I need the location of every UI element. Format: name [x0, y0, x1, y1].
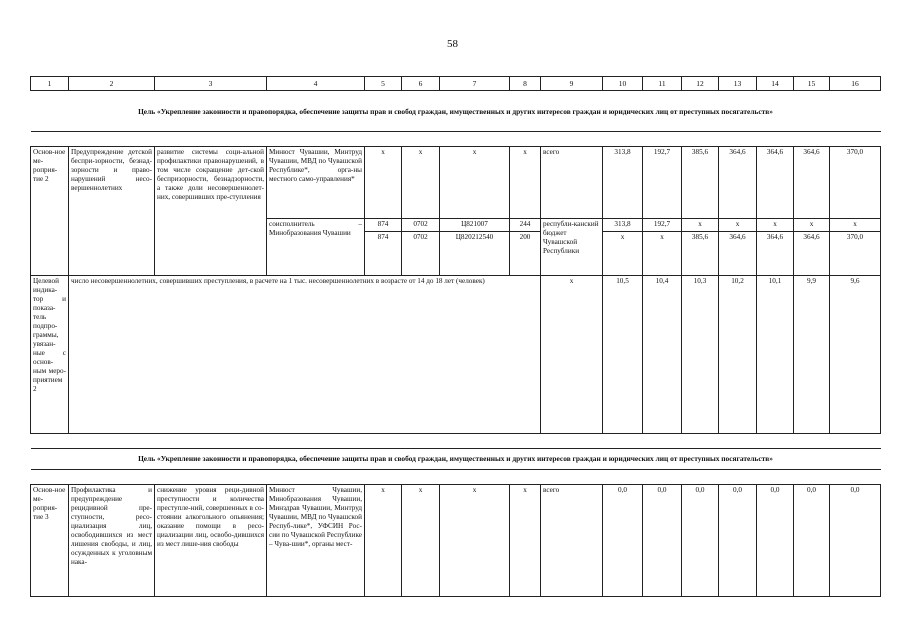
- header-cell: 7: [440, 77, 510, 91]
- table-cell: x: [510, 147, 541, 219]
- table-cell: 313,8: [603, 219, 643, 232]
- table-cell: x: [402, 147, 440, 219]
- table-cell: x: [757, 219, 794, 232]
- table-cell: x: [365, 484, 402, 596]
- header-cell: 15: [794, 77, 830, 91]
- table-cell: 0,0: [682, 484, 719, 596]
- header-cell: 8: [510, 77, 541, 91]
- table-cell: 10,5: [603, 276, 643, 434]
- header-cell: 6: [402, 77, 440, 91]
- table-cell: 364,6: [757, 232, 794, 276]
- responsible: Минюст Чувашии, Минобразования Чувашии, Минздрав Чувашии, Минтруд Чувашии, МВД по Чувашской Респуб-лике*, УФСИН Рос-сии по Чувашской Республике – Чува-шии*, органы мест-: [267, 484, 365, 596]
- header-cell: 10: [603, 77, 643, 91]
- funding-source: всего: [541, 484, 603, 596]
- spacer-row: [31, 469, 881, 484]
- table-cell: 874: [365, 219, 402, 232]
- header-cell: 3: [155, 77, 267, 91]
- header-cell: 12: [682, 77, 719, 91]
- event-label: Основ-ное ме-роприя-тие 3: [31, 484, 69, 596]
- table-cell: x: [440, 484, 510, 596]
- table-cell: 10,3: [682, 276, 719, 434]
- table-cell: 370,0: [830, 232, 881, 276]
- table-cell: 10,4: [643, 276, 682, 434]
- table-cell: 385,6: [682, 147, 719, 219]
- header-cell: 14: [757, 77, 794, 91]
- table-cell: 364,6: [757, 147, 794, 219]
- table-cell: 10,2: [719, 276, 757, 434]
- table-cell: x: [510, 484, 541, 596]
- page-number: 58: [447, 38, 458, 50]
- table-cell: 244: [510, 219, 541, 232]
- table-cell: 0,0: [603, 484, 643, 596]
- table-cell: 385,6: [682, 232, 719, 276]
- header-cell: 4: [267, 77, 365, 91]
- table-cell: 0,0: [830, 484, 881, 596]
- indicator-label: Целевой индика-тор и показа-тель подпро-граммы, увязан-ные с основ-ным меро-приятием 2: [31, 276, 69, 434]
- table-cell: x: [541, 276, 603, 434]
- table-cell: 0,0: [643, 484, 682, 596]
- table-cell: 192,7: [643, 219, 682, 232]
- event-title: Предупреждение детской беспри-зорности, безнад-зорности и право-нарушений несо-вершеннолетних: [69, 147, 155, 276]
- table-cell: x: [719, 219, 757, 232]
- table-cell: 0702: [402, 232, 440, 276]
- table-cell: Ц820212540: [440, 232, 510, 276]
- table-cell: 10,1: [757, 276, 794, 434]
- table-cell: 364,6: [719, 147, 757, 219]
- table-cell: 0702: [402, 219, 440, 232]
- table-cell: x: [402, 484, 440, 596]
- table-cell: x: [682, 219, 719, 232]
- header-cell: 13: [719, 77, 757, 91]
- table-row: [31, 147, 881, 219]
- spacer-row: [31, 434, 881, 449]
- indicator-text: число несовершеннолетних, совершивших преступления, в расчете на 1 тыс. несовершеннолетних в возрасте от 14 до 18 лет (человек): [69, 276, 541, 434]
- table-row: [31, 484, 881, 596]
- table-cell: 200: [510, 232, 541, 276]
- table-cell: 364,6: [719, 232, 757, 276]
- goal-row: [31, 449, 881, 469]
- header-cell: 11: [643, 77, 682, 91]
- header-row: [31, 77, 881, 91]
- funding-source: республи-канский бюджет Чувашской Республики: [541, 219, 603, 276]
- table-cell: x: [794, 219, 830, 232]
- table-cell: 313,8: [603, 147, 643, 219]
- goal-text: Цель «Укрепление законности и правопорядка, обеспечение защиты прав и свобод граждан, имущественных и других интересов граждан и юридических лиц от преступных посягательств»: [31, 91, 881, 132]
- goal-text: Цель «Укрепление законности и правопорядка, обеспечение защиты прав и свобод граждан, имущественных и других интересов граждан и юридических лиц от преступных посягательств»: [31, 449, 881, 469]
- table-cell: x: [440, 147, 510, 219]
- header-cell: 1: [31, 77, 69, 91]
- table-cell: 0,0: [794, 484, 830, 596]
- table-cell: 370,0: [830, 147, 881, 219]
- spacer-row: [31, 132, 881, 147]
- responsible: Минюст Чувашии, Минтруд Чувашии, МВД по Чувашской Республике*, орга-ны местного само-управления*: [267, 147, 365, 219]
- event-goal: развитие системы соци-альной профилактики правонарушений, в том числе сокращение дет-ской беспризорности, безнадзорности, а также доли несовершеннолет-них, совершивших пре-ступления: [155, 147, 267, 276]
- event-title: Профилактика и предупреждение рецидивной пре-ступности, ресо-циализация лиц, освободившихся из мест лишения свободы, и лиц, осужденных к уголовным нака-: [69, 484, 155, 596]
- table-cell: x: [365, 147, 402, 219]
- table-cell: 874: [365, 232, 402, 276]
- goal-row: [31, 91, 881, 132]
- table-cell: 0,0: [719, 484, 757, 596]
- table-cell: x: [830, 219, 881, 232]
- co-executor: соисполнитель – Минобразования Чувашии: [267, 219, 365, 276]
- table-cell: x: [603, 232, 643, 276]
- table-cell: 364,6: [794, 147, 830, 219]
- header-cell: 2: [69, 77, 155, 91]
- table-cell: 9,6: [830, 276, 881, 434]
- table-cell: 0,0: [757, 484, 794, 596]
- indicator-row: [31, 276, 881, 434]
- header-cell: 16: [830, 77, 881, 91]
- table-cell: 9,9: [794, 276, 830, 434]
- header-cell: 5: [365, 77, 402, 91]
- program-table: [30, 76, 881, 597]
- event-label: Основ-ное ме-роприя-тие 2: [31, 147, 69, 276]
- table-cell: 364,6: [794, 232, 830, 276]
- table-cell: Ц821007: [440, 219, 510, 232]
- header-cell: 9: [541, 77, 603, 91]
- event-goal: снижение уровня реци-дивной преступности и количества преступле-ний, совершенных в со-стоянии алкогольного опьянения; оказание помощи в ресо-циализации лиц, освобо-дившихся из мест лише-ния свободы: [155, 484, 267, 596]
- table-cell: 192,7: [643, 147, 682, 219]
- funding-source: всего: [541, 147, 603, 219]
- table-cell: x: [643, 232, 682, 276]
